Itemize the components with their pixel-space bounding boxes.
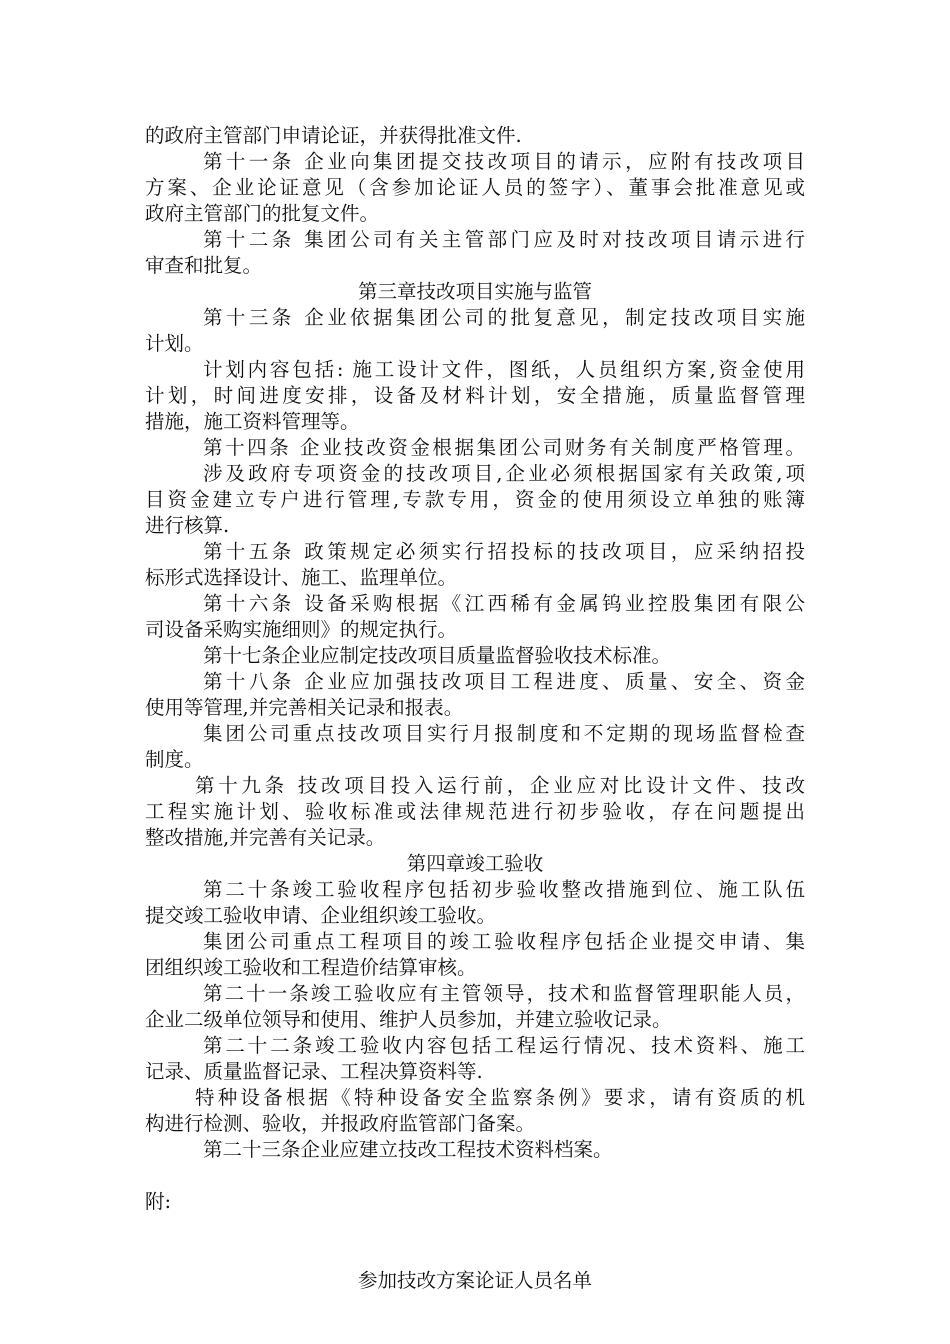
article-15-line: 第十五条 政策规定必须实行招投标的技改项目，应采纳招投 [203,540,805,563]
appendix-label: 附: [145,1190,172,1213]
article-15-line: 标形式选择设计、施工、监理单位。 [145,566,458,589]
article-21-line: 企业二级单位领导和使用、维护人员参加，并建立验收记录。 [145,1008,672,1031]
appendix-title: 参加技改方案论证人员名单 [357,1269,592,1292]
article-19-line: 整改措施,并完善有关记录。 [145,826,386,849]
article-19-line: 工程实施计划、验收标准或法律规范进行初步验收，存在问题提出 [145,800,805,823]
article-12-line: 审查和批复。 [145,254,263,277]
article-22-line: 第二十二条竣工验收内容包括工程运行情况、技术资料、施工 [203,1034,805,1057]
monthly-report-line: 集团公司重点技改项目实行月报制度和不定期的现场监督检查 [203,722,805,745]
article-11-line: 政府主管部门的批复文件。 [145,202,380,225]
chapter-3-heading: 第三章技改项目实施与监管 [357,280,592,303]
special-fund-line: 进行核算. [145,514,230,537]
plan-content-line: 计划内容包括: 施工设计文件，图纸，人员组织方案,资金使用 [203,358,805,381]
article-13-line: 计划。 [145,332,204,355]
article-12-line: 第十二条 集团公司有关主管部门应及时对技改项目请示进行 [203,228,805,251]
article-13-line: 第十三条 企业依据集团公司的批复意见，制定技改项目实施 [203,306,805,329]
special-equipment-line: 构进行检测、验收，并报政府监管部门备案。 [145,1112,536,1135]
article-23-line: 第二十三条企业应建立技改工程技术资料档案。 [203,1138,613,1161]
article-16-line: 第十六条 设备采购根据《江西稀有金属钨业控股集团有限公 [203,592,805,615]
article-16-line: 司设备采购实施细则》的规定执行。 [145,618,458,641]
article-21-line: 第二十一条竣工验收应有主管领导，技术和监督管理职能人员， [203,982,805,1005]
special-fund-line: 目资金建立专户进行管理,专款专用，资金的使用须设立单独的账簿 [145,488,805,511]
special-fund-line: 涉及政府专项资金的技改项目,企业必须根据国家有关政策,项 [203,462,805,485]
article-22-line: 记录、质量监督记录、工程决算资料等. [145,1060,483,1083]
article-11-line: 第十一条 企业向集团提交技改项目的请示，应附有技改项目 [203,150,805,173]
article-18-line: 第十八条 企业应加强技改项目工程进度、质量、安全、资金 [203,670,805,693]
article-19-line: 第十九条 技改项目投入运行前，企业应对比设计文件、技改 [195,774,805,797]
article-18-line: 使用等管理,并完善相关记录和报表。 [145,696,464,719]
plan-content-line: 措施，施工资料管理等。 [145,410,360,433]
plan-content-line: 计划，时间进度安排，设备及材料计划，安全措施，质量监督管理 [145,384,805,407]
key-project-line: 团组织竣工验收和工程造价结算审核。 [145,956,477,979]
key-project-line: 集团公司重点工程项目的竣工验收程序包括企业提交申请、集 [203,930,805,953]
article-17-line: 第十七条企业应制定技改项目质量监督验收技术标准。 [203,644,672,667]
chapter-4-heading: 第四章竣工验收 [406,852,544,875]
article-11-line: 方案、企业论证意见（含参加论证人员的签字）、董事会批准意见或 [145,176,805,199]
monthly-report-line: 制度。 [145,748,204,771]
paragraph-line: 的政府主管部门申请论证，并获得批准文件. [145,124,522,147]
special-equipment-line: 特种设备根据《特种设备安全监察条例》要求，请有资质的机 [195,1086,805,1109]
article-14-line: 第十四条 企业技改资金根据集团公司财务有关制度严格管理。 [203,436,805,459]
article-20-line: 第二十条竣工验收程序包括初步验收整改措施到位、施工队伍 [203,878,805,901]
article-20-line: 提交竣工验收申请、企业组织竣工验收。 [145,904,497,927]
